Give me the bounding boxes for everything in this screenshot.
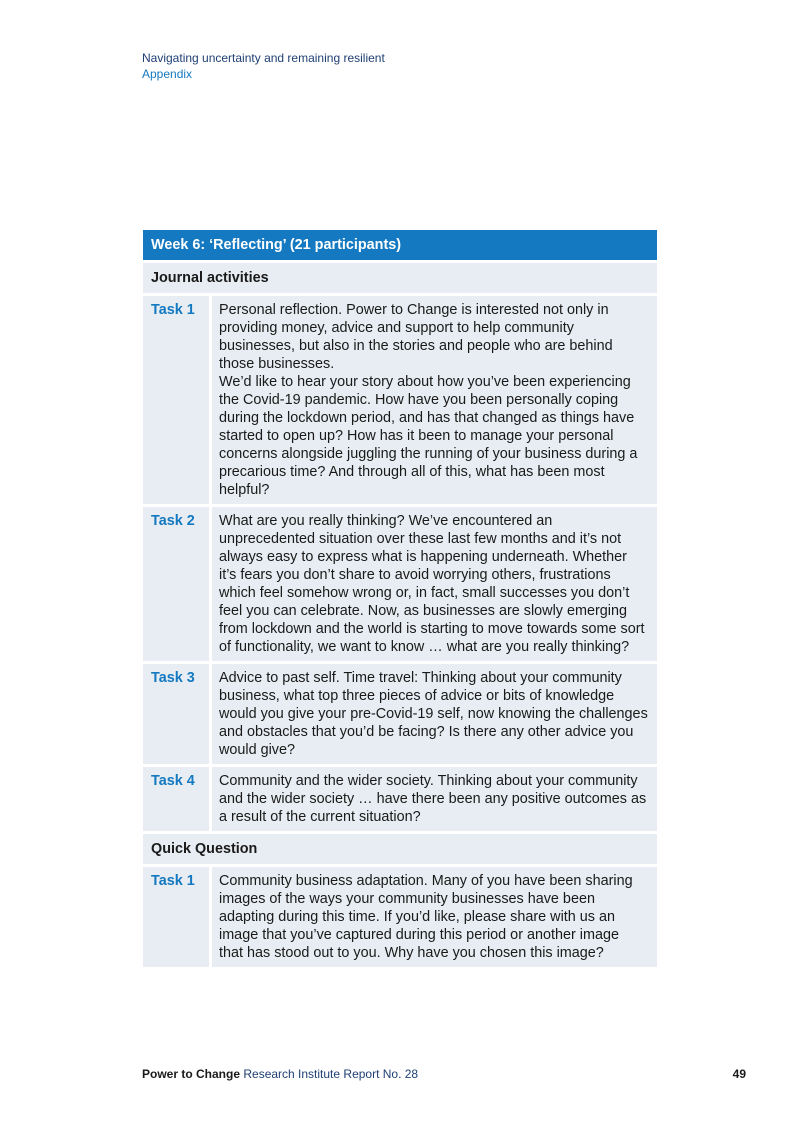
footer xyxy=(142,1067,418,1081)
section-heading-row xyxy=(143,834,657,864)
task-row xyxy=(143,296,657,504)
task-description xyxy=(212,664,657,764)
section-heading: Journal activities xyxy=(143,263,657,293)
task-label: Task 2 xyxy=(143,507,212,661)
running-header xyxy=(142,50,385,82)
description-line: feel you can celebrate. Now, as businesses are slowly emerging xyxy=(219,603,627,619)
task-row xyxy=(143,664,657,764)
description-line: of functionality, we want to know … what are you really thinking? xyxy=(219,639,630,655)
description-line: would give? xyxy=(219,742,296,758)
description-line: Advice to past self. Time travel: Thinking about your community xyxy=(219,670,622,686)
page-number: 49 xyxy=(732,1067,746,1081)
task-row xyxy=(143,867,657,967)
description-line: Personal reflection. Power to Change is interested not only in xyxy=(219,302,609,318)
description-line: and obstacles that you’d be facing? Is there any other advice you xyxy=(219,724,634,740)
task-description xyxy=(212,767,657,831)
description-line: image that you’ve captured during this period or another image xyxy=(219,927,619,943)
table-title: Week 6: ‘Reflecting’ (21 participants) xyxy=(143,230,657,260)
description-line: would you give your pre-Covid-19 self, now knowing the challenges xyxy=(219,706,648,722)
description-line: a result of the current situation? xyxy=(219,809,421,825)
section-label: Appendix xyxy=(142,67,193,81)
task-row xyxy=(143,507,657,661)
description-line: precarious time? And through all of this, what has been most xyxy=(219,464,605,480)
description-line: adapting during this time. If you’d like, please share with us an xyxy=(219,909,615,925)
description-line: the Covid-19 pandemic. How have you been personally coping xyxy=(219,392,619,408)
task-description xyxy=(212,296,657,504)
table-title-row xyxy=(143,230,657,260)
task-description xyxy=(212,867,657,967)
footer-report: Research Institute Report No. 28 xyxy=(240,1067,419,1081)
description-line: business, what top three pieces of advice or bits of knowledge xyxy=(219,688,615,704)
description-line: businesses, but also in the stories and people who are behind xyxy=(219,338,613,354)
section-heading-row xyxy=(143,263,657,293)
section-heading: Quick Question xyxy=(143,834,657,864)
activities-table xyxy=(143,227,657,970)
description-line: providing money, advice and support to help community xyxy=(219,320,574,336)
task-label: Task 4 xyxy=(143,767,212,831)
description-line: always easy to express what is happening underneath. Whether xyxy=(219,549,627,565)
task-description xyxy=(212,507,657,661)
description-line: helpful? xyxy=(219,482,270,498)
task-label: Task 1 xyxy=(143,867,212,967)
description-line: images of the ways your community businesses have been xyxy=(219,891,595,907)
description-line: and the wider society … have there been any positive outcomes as xyxy=(219,791,647,807)
description-line: Community and the wider society. Thinking about your community xyxy=(219,773,638,789)
description-line: that has stood out to you. Why have you chosen this image? xyxy=(219,945,604,961)
description-line: those businesses. xyxy=(219,356,335,372)
description-line: concerns alongside juggling the running of your business during a xyxy=(219,446,638,462)
description-line: We’d like to hear your story about how you’ve been experiencing xyxy=(219,374,631,390)
description-line: it’s fears you don’t share to avoid worrying others, frustrations xyxy=(219,567,611,583)
report-title: Navigating uncertainty and remaining resilient xyxy=(142,51,385,65)
description-line: Community business adaptation. Many of you have been sharing xyxy=(219,873,633,889)
task-label: Task 3 xyxy=(143,664,212,764)
description-line: during the lockdown period, and has that changed as things have xyxy=(219,410,635,426)
footer-brand: Power to Change xyxy=(142,1067,241,1081)
description-line: started to open up? How has it been to manage your personal xyxy=(219,428,614,444)
description-line: which feel somehow wrong or, in fact, small successes you don’t xyxy=(219,585,630,601)
description-line: What are you really thinking? We’ve encountered an xyxy=(219,513,553,529)
description-line: unprecedented situation over these last few months and it’s not xyxy=(219,531,622,547)
task-label: Task 1 xyxy=(143,296,212,504)
description-line: from lockdown and the world is starting to move towards some sort xyxy=(219,621,645,637)
task-row xyxy=(143,767,657,831)
